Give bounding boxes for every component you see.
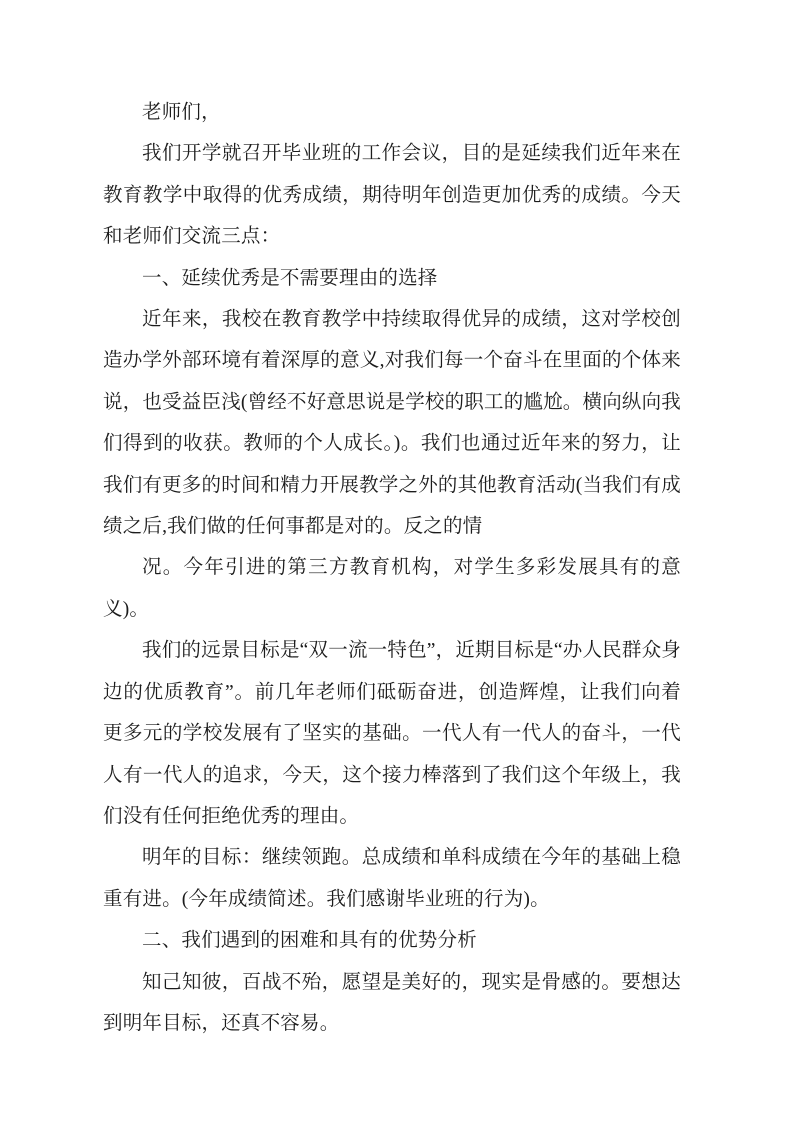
salutation-line: 老师们，: [142, 102, 221, 123]
paragraph-next-year-goal: 明年的目标：继续领跑。总成绩和单科成绩在今年的基础上稳重有进。(今年成绩简述。我们感谢毕业班的行为)。: [103, 847, 681, 910]
paragraph-section1-b: 况。今年引进的第三方教育机构，对学生多彩发展具有的意义)。: [103, 557, 681, 620]
paragraph-section2: 知己知彼，百战不殆，愿望是美好的，现实是骨感的。要想达到明年目标，还真不容易。: [103, 971, 681, 1034]
section-2-heading: 二、我们遇到的困难和具有的优势分析: [142, 930, 477, 952]
paragraph-section1-a: 近年来，我校在教育教学中持续取得优异的成绩，这对学校创造办学外部环境有着深厚的意义,对我们每一个奋斗在里面的个体来说，也受益臣浅(曾经不好意思说是学校的职工的尴尬。横向纵向我们得到的收获。教师的个人成长。)。我们也通过近年来的努力，让我们有更多的时间和精力开展教学之外的其他教育活动(当我们有成绩之后,我们做的任何事都是对的。反之的情: [103, 309, 681, 538]
section-1-heading: 一、延续优秀是不需要理由的选择: [142, 267, 438, 289]
document-body: [103, 92, 681, 1044]
paragraph-intro: 我们开学就召开毕业班的工作会议，目的是延续我们近年来在教育教学中取得的优秀成绩，期待明年创造更加优秀的成绩。今天和老师们交流三点：: [103, 143, 681, 248]
paragraph-vision-goal: 我们的远景目标是“双一流一特色”，近期目标是“办人民群众身边的优质教育”。前几年老师们砥砺奋进，创造辉煌，让我们向着更多元的学校发展有了坚实的基础。一代人有一代人的奋斗，一代人有一代人的追求，今天，这个接力棒落到了我们这个年级上，我们没有任何拒绝优秀的理由。: [103, 640, 681, 827]
